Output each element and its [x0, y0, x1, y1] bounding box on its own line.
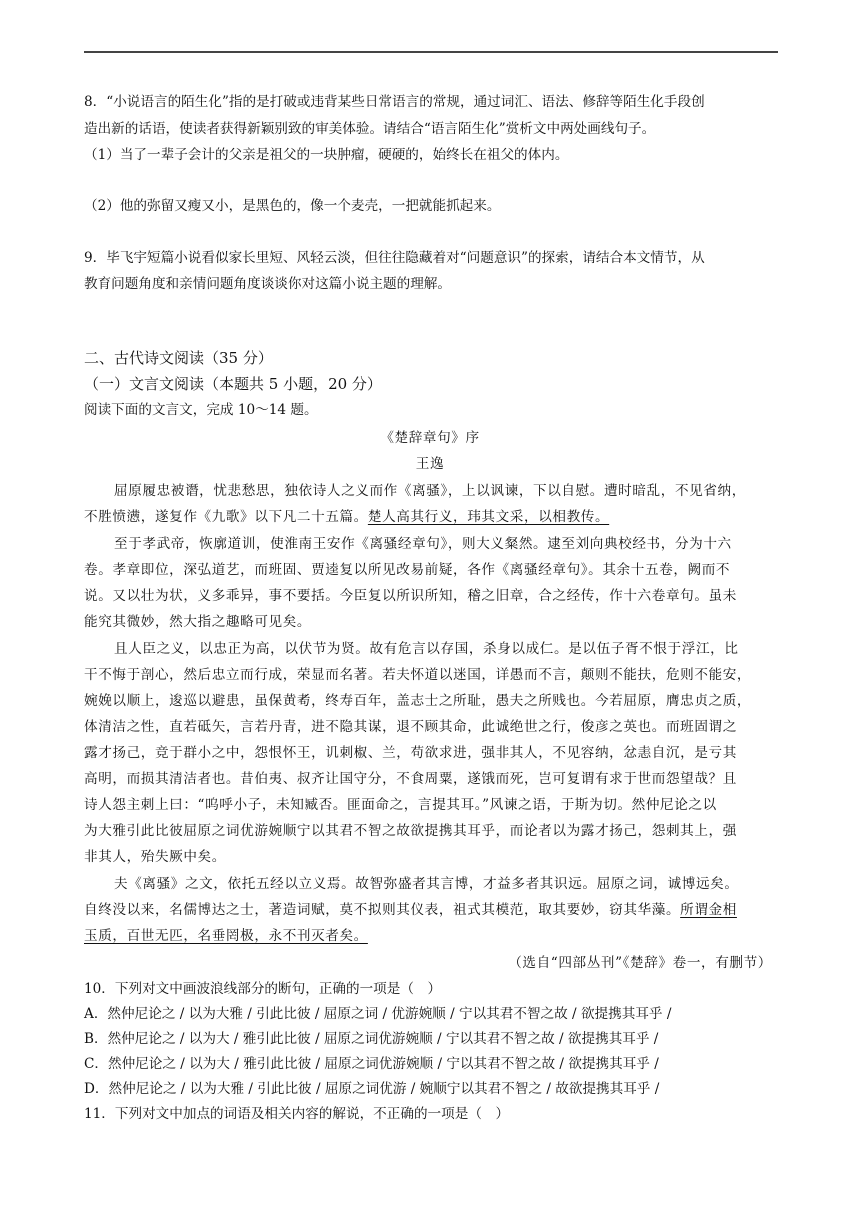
passage-p3-line-9: 非其人，殆失厥中矣。 — [84, 849, 226, 865]
underlined-sentence-2a: 所谓金相 — [680, 902, 737, 918]
passage-p2-line-1: 至于孝武帝，恢廓道训，使淮南王安作《离骚经章句》，则大义粲然。逮至刘向典校经书，分为十六 — [114, 536, 732, 552]
underlined-sentence-2b: 玉质，百世无匹，名垂罔极，永不刊灭者矣。 — [84, 928, 368, 944]
q11-stem: 11．下列对文中加点的词语及相关内容的解说，不正确的一项是（ ） — [84, 1106, 510, 1122]
passage-p4-line-2-text: 自终没以来，名儒博达之士，著造词赋，莫不拟则其仪表，祖式其模范，取其要妙，窃其华藻。 — [84, 902, 681, 918]
q10-option-c: C．然仲尼论之 / 以为大 / 雅引此比彼 / 屈原之词优游婉顺 / 宁以其君不智之故 / 欲提携其耳乎 / — [84, 1056, 659, 1072]
passage-p3-line-8: 为大雅引此比彼屈原之词优游婉顺宁以其君不智之故欲提携其耳乎，而论者以为露才扬己，怨刺其上，强 — [84, 823, 737, 839]
passage-p3-line-6: 高明，而损其清洁者也。昔伯夷、叔齐让国守分，不食周粟，遂饿而死，岂可复谓有求于世而怨望哉？且 — [84, 771, 737, 787]
passage-author: 王逸 — [415, 456, 445, 472]
section-instruction: 阅读下面的文言文，完成 10～14 题。 — [84, 402, 318, 418]
passage-p3-line-7: 诗人怨主刺上曰：“呜呼小子，未知臧否。匪面命之，言提其耳。”风谏之语，于斯为切。然仲尼论之以 — [84, 797, 717, 813]
q8-line-1: 8．“小说语言的陌生化”指的是打破或违背某些日常语言的常规，通过词汇、语法、修辞等陌生化手段创 — [84, 94, 705, 110]
q8-sub-1: （1）当了一辈子会计的父亲是祖父的一块肿瘤，硬硬的，始终长在祖父的体内。 — [84, 147, 569, 163]
underlined-sentence-1: 楚人高其行义，玮其文采，以相教传。 — [367, 509, 610, 525]
passage-p3-line-4: 体清洁之性，直若砥矢，言若丹青，进不隐其谋，退不顾其命，此诚绝世之行，俊彦之英也。而班固谓之 — [84, 719, 737, 735]
passage-p2-line-3: 说。又以壮为状，义多乖异，事不要括。今臣复以所识所知，稽之旧章，合之经传，作十六卷章句。虽未 — [84, 588, 737, 604]
q9-line-1: 9．毕飞宇短篇小说看似家长里短、风轻云淡，但往往隐藏着对“问题意识”的探索，请结合本文情节，从 — [84, 250, 705, 266]
passage-p2-line-4: 能究其微妙，然大指之趣略可见矣。 — [84, 614, 312, 630]
q8-line-2: 造出新的话语，使读者获得新颖别致的审美体验。请结合“语言陌生化”赏析文中两处画线句子。 — [84, 121, 656, 137]
passage-p3-line-2: 干不悔于剖心，然后忠立而行成，荣显而名著。若夫怀道以迷国，详愚而不言，颠则不能扶，危则不能安， — [84, 667, 752, 683]
passage-p1-line-2-text: 不胜愤懑，遂复作《九歌》以下凡二十五篇。 — [84, 509, 368, 525]
header-rule — [84, 51, 778, 53]
passage-p2-line-2: 卷。孝章即位，深弘道艺，而班固、贾逵复以所见改易前疑，各作《离骚经章句》。其余十五卷，阙而不 — [84, 562, 731, 578]
passage-p1-line-2 — [84, 509, 609, 525]
passage-p3-line-5: 露才扬己，竞于群小之中，怨恨怀王，讥刺椒、兰，苟欲求进，强非其人，不见容纳，忿恚自沉，是亏其 — [84, 745, 737, 761]
q10-option-a: A．然仲尼论之 / 以为大雅 / 引此比彼 / 屈原之词 / 优游婉顺 / 宁以其君不智之故 / 欲提携其耳乎 / — [84, 1006, 672, 1022]
passage-p1-line-1: 屈原履忠被谮，忧悲愁思，独依诗人之义而作《离骚》，上以讽谏，下以自慰。遭时暗乱，不见省纳， — [114, 483, 746, 499]
q9-line-2: 教育问题角度和亲情问题角度谈谈你对这篇小说主题的理解。 — [84, 276, 452, 292]
passage-p3-line-3: 婉娩以顺上，逡巡以避患，虽保黄耇，终寿百年，盖志士之所耻，愚夫之所贱也。今若屈原，膺忠贞之质， — [84, 693, 752, 709]
passage-p4-line-3 — [84, 928, 368, 944]
passage-title: 《楚辞章句》序 — [380, 430, 480, 446]
q8-sub-2: （2）他的弥留又瘦又小，是黑色的，像一个麦壳，一把就能抓起来。 — [84, 198, 501, 214]
q10-stem: 10．下列对文中画波浪线部分的断句，正确的一项是（ ） — [84, 981, 442, 997]
section-subtitle: （一）文言文阅读（本题共 5 小题，20 分） — [84, 375, 382, 393]
section-title: 二、古代诗文阅读（35 分） — [84, 349, 273, 367]
passage-p4-line-1: 夫《离骚》之文，依托五经以立义焉。故智弥盛者其言博，才益多者其识远。屈原之词，诚博远矣。 — [114, 876, 739, 892]
passage-p4-line-2 — [84, 902, 737, 918]
passage-source: （选自“四部丛刊”《楚辞》卷一，有删节） — [508, 955, 772, 971]
q10-option-d: D．然仲尼论之 / 以为大雅 / 引此比彼 / 屈原之词优游 / 婉顺宁以其君不智之 / 故欲提携其耳乎 / — [84, 1081, 660, 1097]
q10-option-b: B．然仲尼论之 / 以为大 / 雅引此比彼 / 屈原之词优游婉顺 / 宁以其君不智之故 / 欲提携其耳乎 / — [84, 1031, 659, 1047]
passage-p3-line-1: 且人臣之义，以忠正为高，以伏节为贤。故有危言以存国，杀身以成仁。是以伍子胥不恨于浮江，比 — [114, 641, 739, 657]
